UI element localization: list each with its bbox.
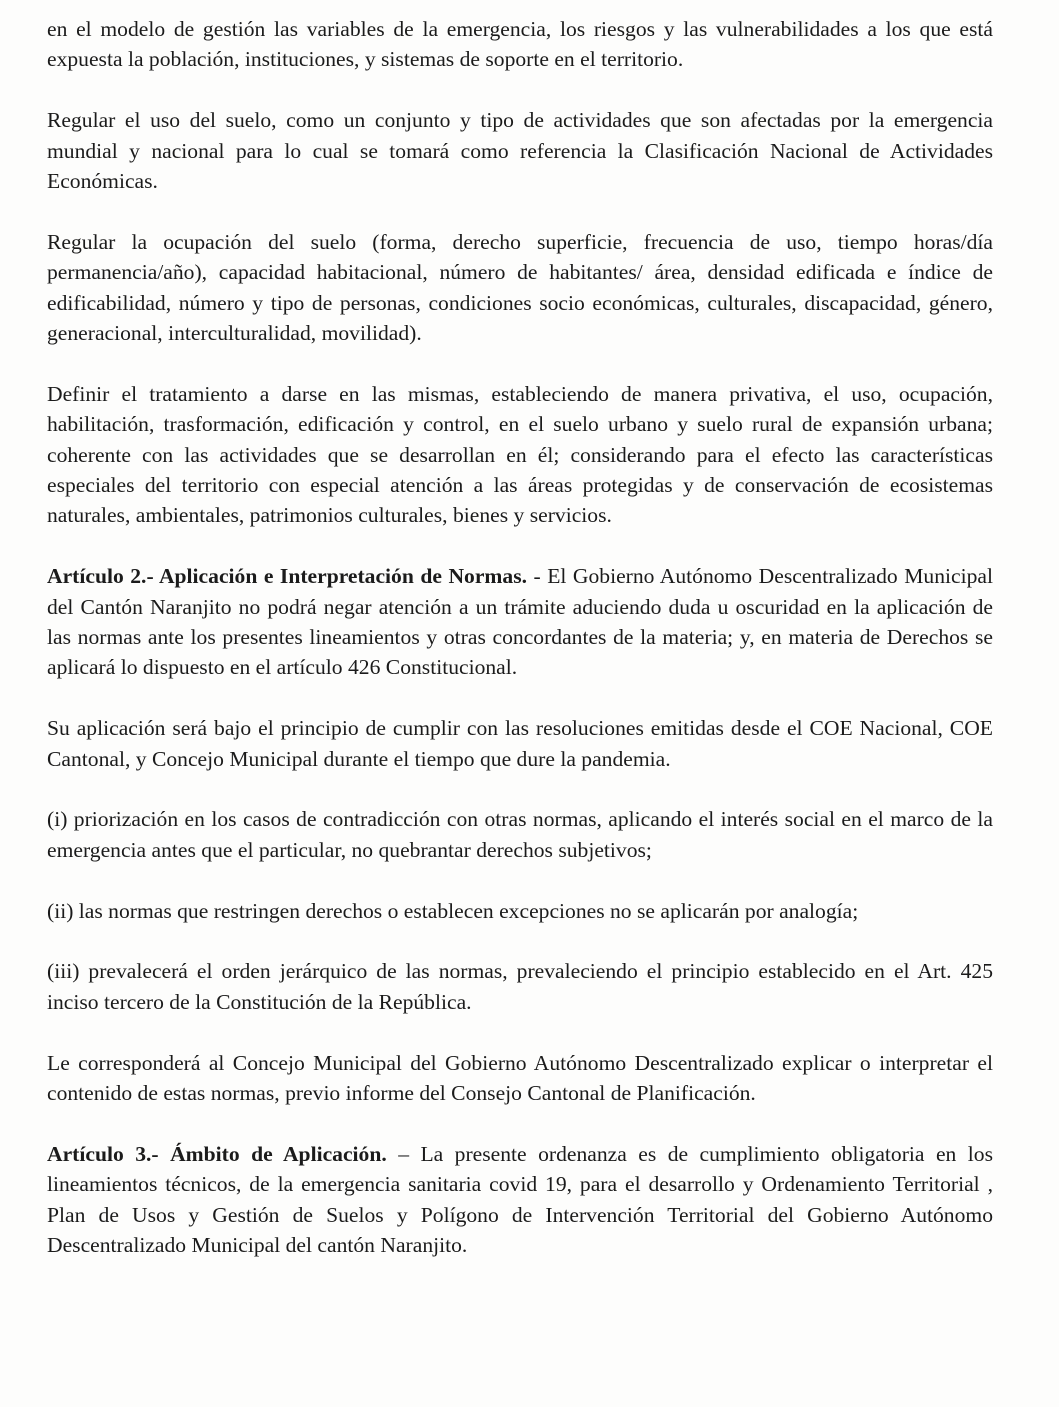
paragraph-text: Regular la ocupación del suelo (forma, derecho superficie, frecuencia de uso, tiempo horas/día permanencia/año), capacidad habitacional, número de habitantes/ área, densidad edificada e índice de edificabilidad, número y tipo de personas, condiciones socio económicas, culturales, discapacidad, género, generacional, interculturalidad, movilidad). [47, 229, 993, 346]
article-3-heading: Artículo 3.- Ámbito de Aplicación. [47, 1141, 387, 1166]
paragraph-text: Definir el tratamiento a darse en las mismas, estableciendo de manera privativa, el uso, ocupación, habilitación, trasformación, edificación y control, en el suelo urbano y suelo rural de expansión urbana; coherente con las actividades que se desarrollan en él; considerando para el efecto las características especiales del territorio con especial atención a las áreas protegidas y de conservación de ecosistemas naturales, ambientales, patrimonios culturales, bienes y servicios. [47, 381, 993, 528]
paragraph-text: Su aplicación será bajo el principio de cumplir con las resoluciones emitidas desde el COE Nacional, COE Cantonal, y Concejo Municipal durante el tiempo que dure la pandemia. [47, 716, 993, 771]
paragraph-aplicacion [47, 713, 993, 774]
paragraph-concejo [47, 1048, 993, 1109]
paragraph-text: Le corresponderá al Concejo Municipal del Gobierno Autónomo Descentralizado explicar o interpretar el contenido de estas normas, previo informe del Consejo Cantonal de Planificación. [47, 1050, 993, 1106]
list-item-ii [47, 896, 993, 926]
list-item-i [47, 804, 993, 865]
article-2 [47, 561, 993, 683]
article-2-heading: Artículo 2.- Aplicación e Interpretación de Normas. [47, 564, 528, 589]
list-item-iii [47, 956, 993, 1017]
article-2-text: - El Gobierno Autónomo Descentralizado Municipal del Cantón Naranjito no podrá negar atención a un trámite aduciendo duda u oscuridad en la aplicación de las normas ante los presentes lineamientos y otras concordantes de la materia; y, en materia de Derechos se aplicará lo dispuesto en el artículo 426 Constitucional. [47, 564, 993, 680]
document-body [47, 14, 993, 1291]
paragraph-uso-suelo [47, 105, 993, 196]
paragraph-text: en el modelo de gestión las variables de la emergencia, los riesgos y las vulnerabilidades a los que está expuesta la población, instituciones, y sistemas de soporte en el territorio. [47, 17, 993, 72]
paragraph-text: (ii) las normas que restringen derechos o establecen excepciones no se aplicarán por analogía; [47, 898, 859, 923]
paragraph-text: (i) priorización en los casos de contradicción con otras normas, aplicando el interés social en el marco de la emergencia antes que el particular, no quebrantar derechos subjetivos; [47, 807, 993, 862]
article-3-text: – La presente ordenanza es de cumplimiento obligatoria en los lineamientos técnicos, de la emergencia sanitaria covid 19, para el desarrollo y Ordenamiento Territorial , Plan de Usos y Gestión de Suelos y Polígono de Intervención Territorial del Gobierno Autónomo Descentralizado Municipal del cantón Naranjito. [47, 1141, 993, 1258]
paragraph-tratamiento [47, 379, 993, 531]
paragraph-text: (iii) prevalecerá el orden jerárquico de las normas, prevaleciendo el principio establecido en el Art. 425 inciso tercero de la Constitución de la República. [47, 959, 993, 1014]
paragraph-gestion [47, 14, 993, 75]
article-3 [47, 1139, 993, 1261]
paragraph-text: Regular el uso del suelo, como un conjunto y tipo de actividades que son afectadas por la emergencia mundial y nacional para lo cual se tomará como referencia la Clasificación Nacional de Actividades Económicas. [47, 108, 993, 194]
paragraph-ocupacion-suelo [47, 227, 993, 349]
